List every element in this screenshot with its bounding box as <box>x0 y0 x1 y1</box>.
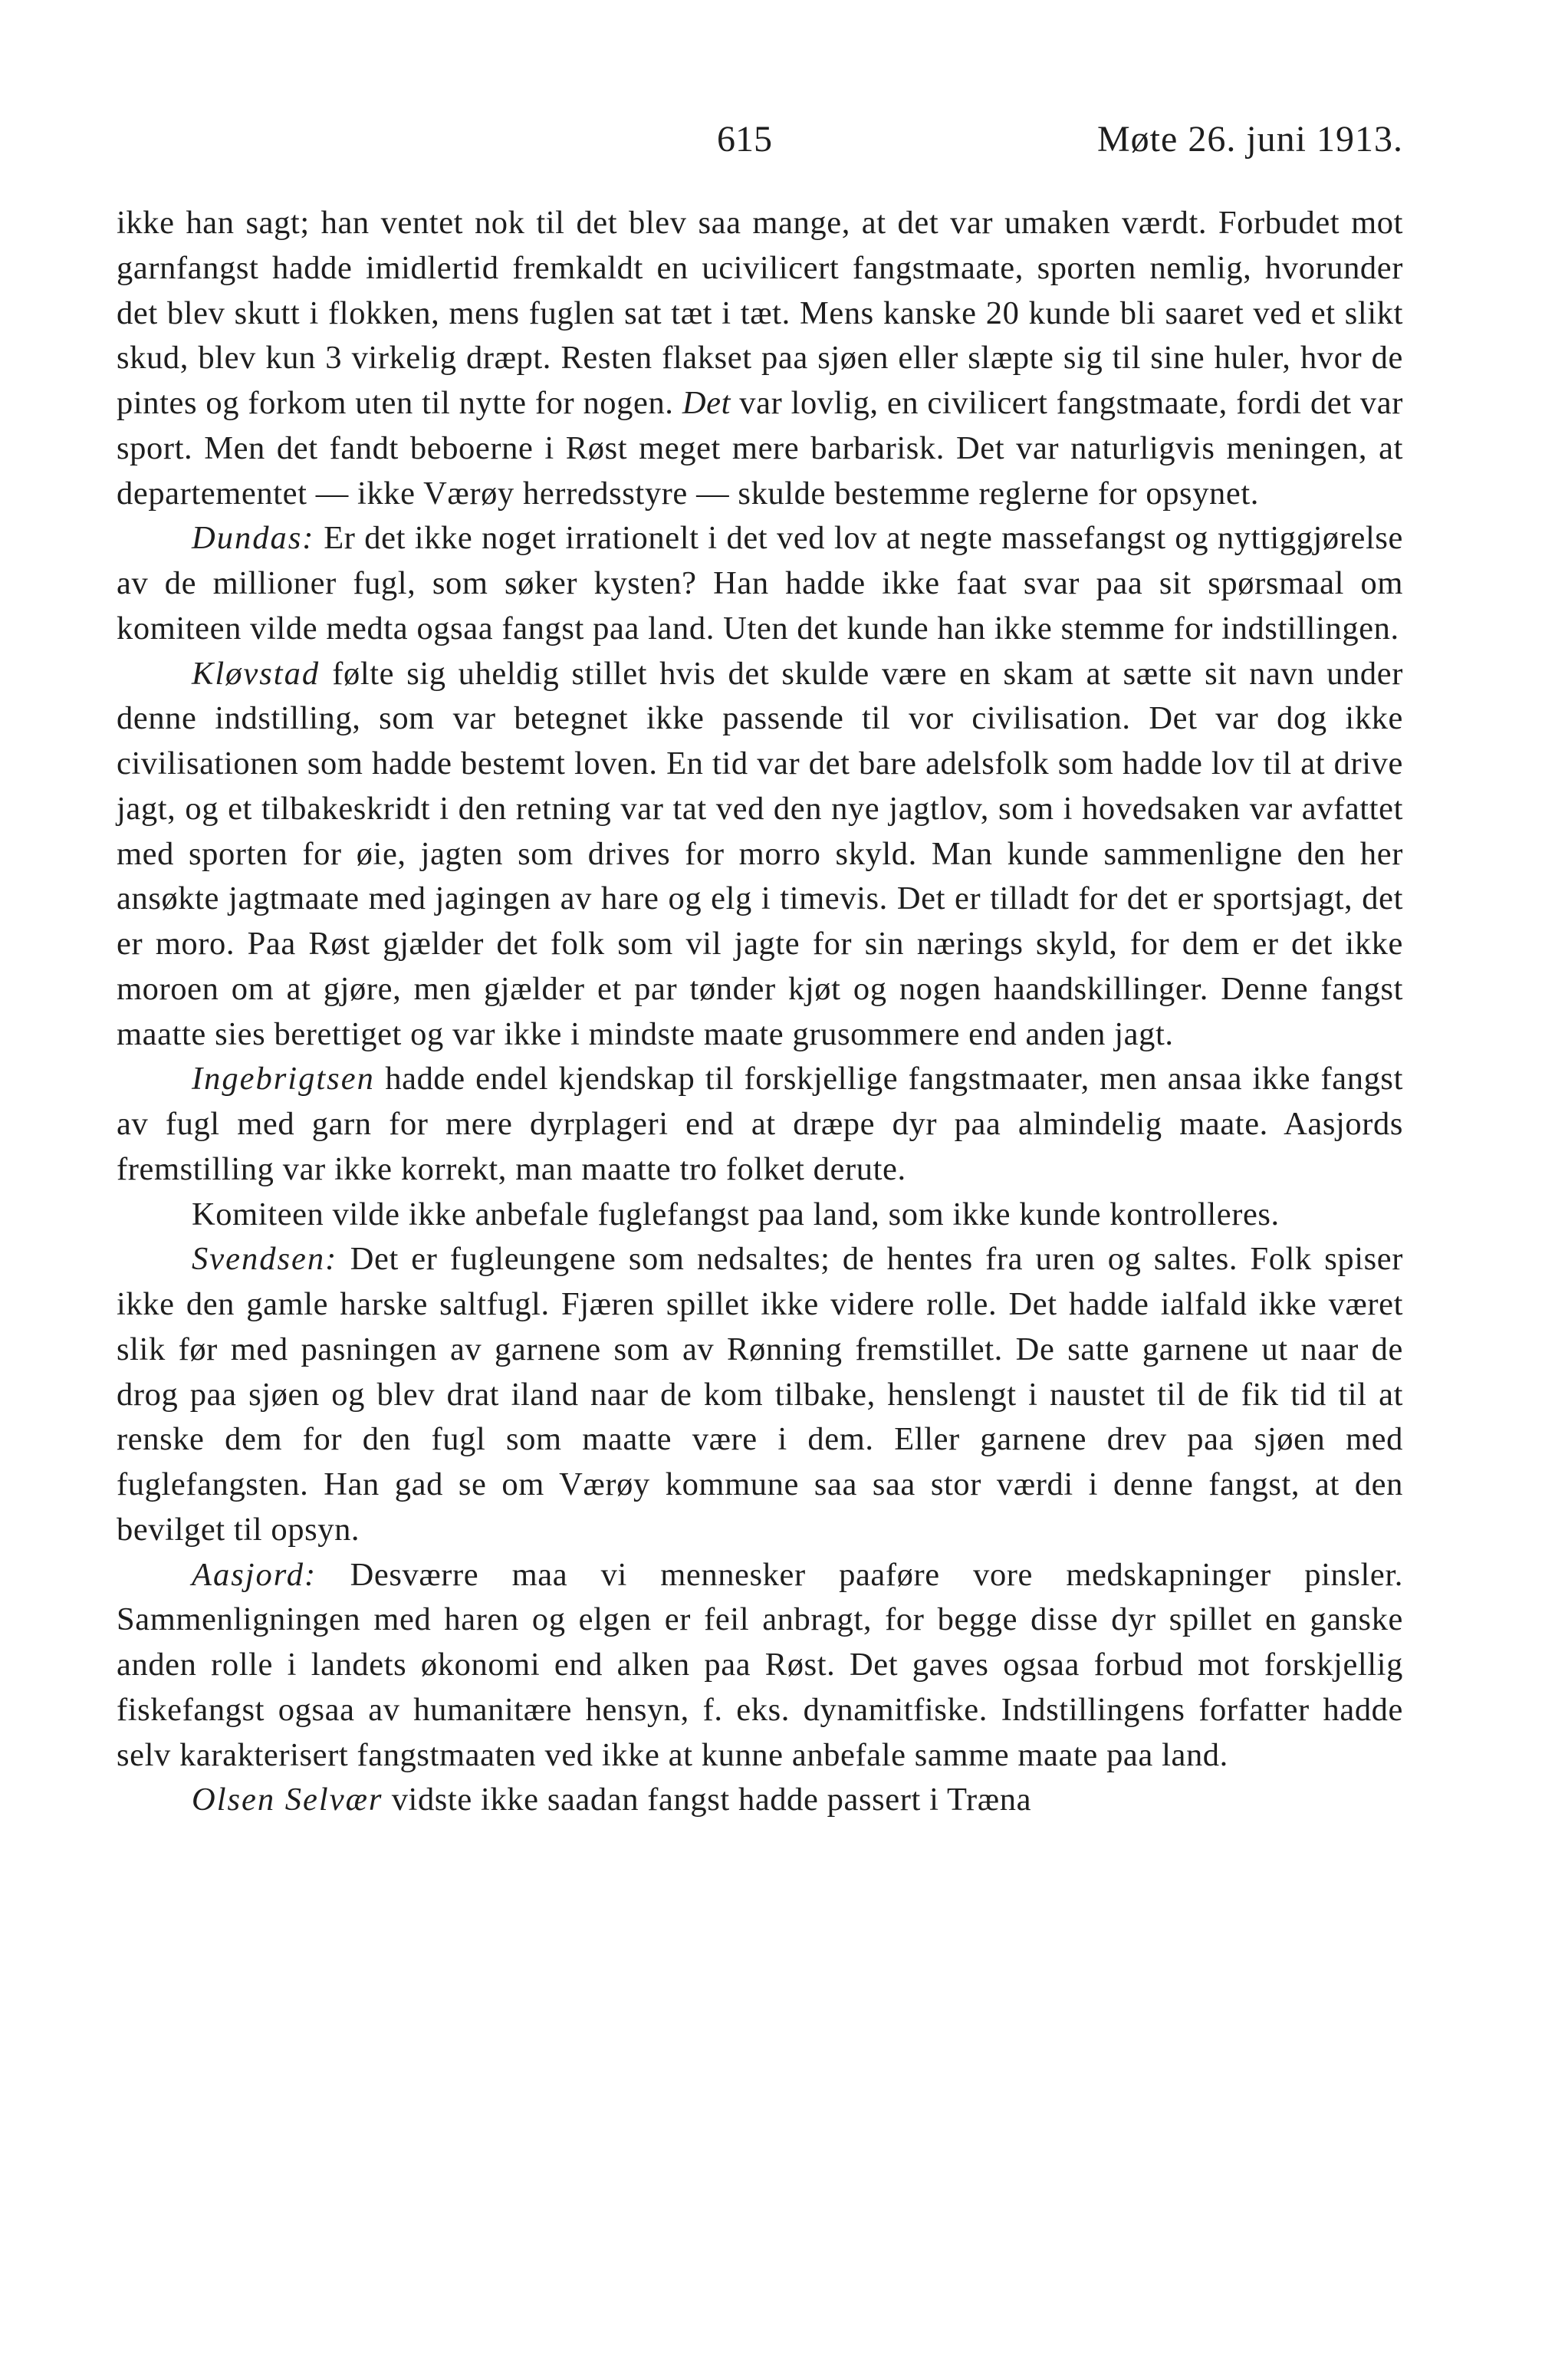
body-text <box>117 201 1403 1823</box>
paragraph-text: Komiteen vilde ikke anbefale fuglefangst paa land, som ikke kunde kontrolleres. <box>192 1196 1280 1232</box>
page-header <box>0 117 1568 163</box>
speaker-name: Svendsen: <box>192 1241 338 1278</box>
paragraph-8 <box>117 1778 1403 1823</box>
paragraph-2 <box>117 516 1403 651</box>
paragraph-4 <box>117 1057 1403 1192</box>
paragraph-3 <box>117 652 1403 1058</box>
paragraph-text: Desværre maa vi mennesker paaføre vore medskapninger pinsler. Sammenligningen med haren og elgen er feil anbragt, for begge disse dyr spillet en ganske anden rolle i landets økonomi end alken paa Røst. Det gaves ogsaa forbud mot forskjellig fiskefangst ogsaa av humanitære hensyn, f. eks. dynamitfiske. Indstillingens forfatter hadde selv karakterisert fangstmaaten ved ikke at kunne anbefale samme maate paa land. <box>117 1556 1403 1773</box>
paragraph-text: Er det ikke noget irrationelt i det ved lov at negte massefangst og nyttiggjørelse av de millioner fugl, som søker kysten? Han hadde ikke faat svar paa sit spørsmaal om komiteen vilde medta ogsaa fangst paa land. Uten det kunde han ikke stemme for indstillingen. <box>117 520 1403 647</box>
paragraph-text: hadde endel kjendskap til forskjellige fangstmaater, men ansaa ikke fangst av fugl med garn for mere dyrplageri end at dræpe dyr paa almindelig maate. Aasjords fremstilling var ikke korrekt, man maatte tro folket derute. <box>117 1061 1403 1187</box>
paragraph-1 <box>117 201 1403 516</box>
speaker-name: Olsen Selvær <box>192 1782 383 1818</box>
speaker-name: Dundas: <box>192 520 315 557</box>
paragraph-6 <box>117 1237 1403 1552</box>
paragraph-text-continued: var lovlig, en civilicert fangstmaate, fordi det var sport. Men det fandt beboerne i Røst meget mere barbarisk. Det var naturligvis meningen, at departementet — ikke Værøy herredsstyre — skulde bestemme reglerne for opsynet. <box>117 385 1403 512</box>
paragraph-text: Det er fugleungene som nedsaltes; de hentes fra uren og saltes. Folk spiser ikke den gamle harske saltfugl. Fjæren spillet ikke videre rolle. Det hadde ialfald ikke været slik før med pasningen av garnene som av Rønning fremstillet. De satte garnene ut naar de drog paa sjøen og blev drat iland naar de kom tilbake, henslengt i naustet til de fik tid til at renske dem for den fugl som maatte være i dem. Eller garnene drev paa sjøen med fuglefangsten. Han gad se om Værøy kommune saa saa stor værdi i denne fangst, at den bevilget til opsyn. <box>117 1241 1403 1548</box>
speaker-name: Kløvstad <box>192 655 321 692</box>
speaker-name: Aasjord: <box>192 1556 317 1593</box>
speaker-name: Ingebrigtsen <box>192 1061 375 1097</box>
emphasis-word: Det <box>682 385 731 421</box>
paragraph-text: følte sig uheldig stillet hvis det skulde være en skam at sætte sit navn under denne indstilling, som var betegnet ikke passende til vor civilisation. Det var dog ikke civilisationen som hadde bestemt loven. En tid var det bare adelsfolk som hadde lov til at drive jagt, og et tilbakeskridt i den retning var tat ved den nye jagtlov, som i hovedsaken var avfattet med sporten for øie, jagten som drives for morro skyld. Man kunde sammenligne den her ansøkte jagtmaate med jagingen av hare og elg i timevis. Det er tilladt for det er sportsjagt, det er moro. Paa Røst gjælder det folk som vil jagte for sin nærings skyld, for dem er det ikke moroen om at gjøre, men gjælder et par tønder kjøt og nogen haandskillinger. Denne fangst maatte sies berettiget og var ikke i mindste maate grusommere end anden jagt. <box>117 655 1403 1052</box>
paragraph-7 <box>117 1553 1403 1779</box>
paragraph-5 <box>117 1193 1403 1238</box>
meeting-date: Møte 26. juni 1913. <box>1097 119 1403 160</box>
page-number: 615 <box>717 119 772 160</box>
paragraph-text: vidste ikke saadan fangst hadde passert i Træna <box>391 1782 1032 1818</box>
paragraph-text: ikke han sagt; han ventet nok til det blev saa mange, at det var umaken værdt. Forbudet mot garnfangst hadde imidlertid fremkaldt en ucivilicert fangstmaate, sporten nemlig, hvorunder det blev skutt i flokken, mens fuglen sat tæt i tæt. Mens kanske 20 kunde bli saaret ved et slikt skud, blev kun 3 virkelig dræpt. Resten flakset paa sjøen eller slæpte sig til sine huler, hvor de pintes og forkom uten til nytte for nogen. <box>117 205 1403 421</box>
